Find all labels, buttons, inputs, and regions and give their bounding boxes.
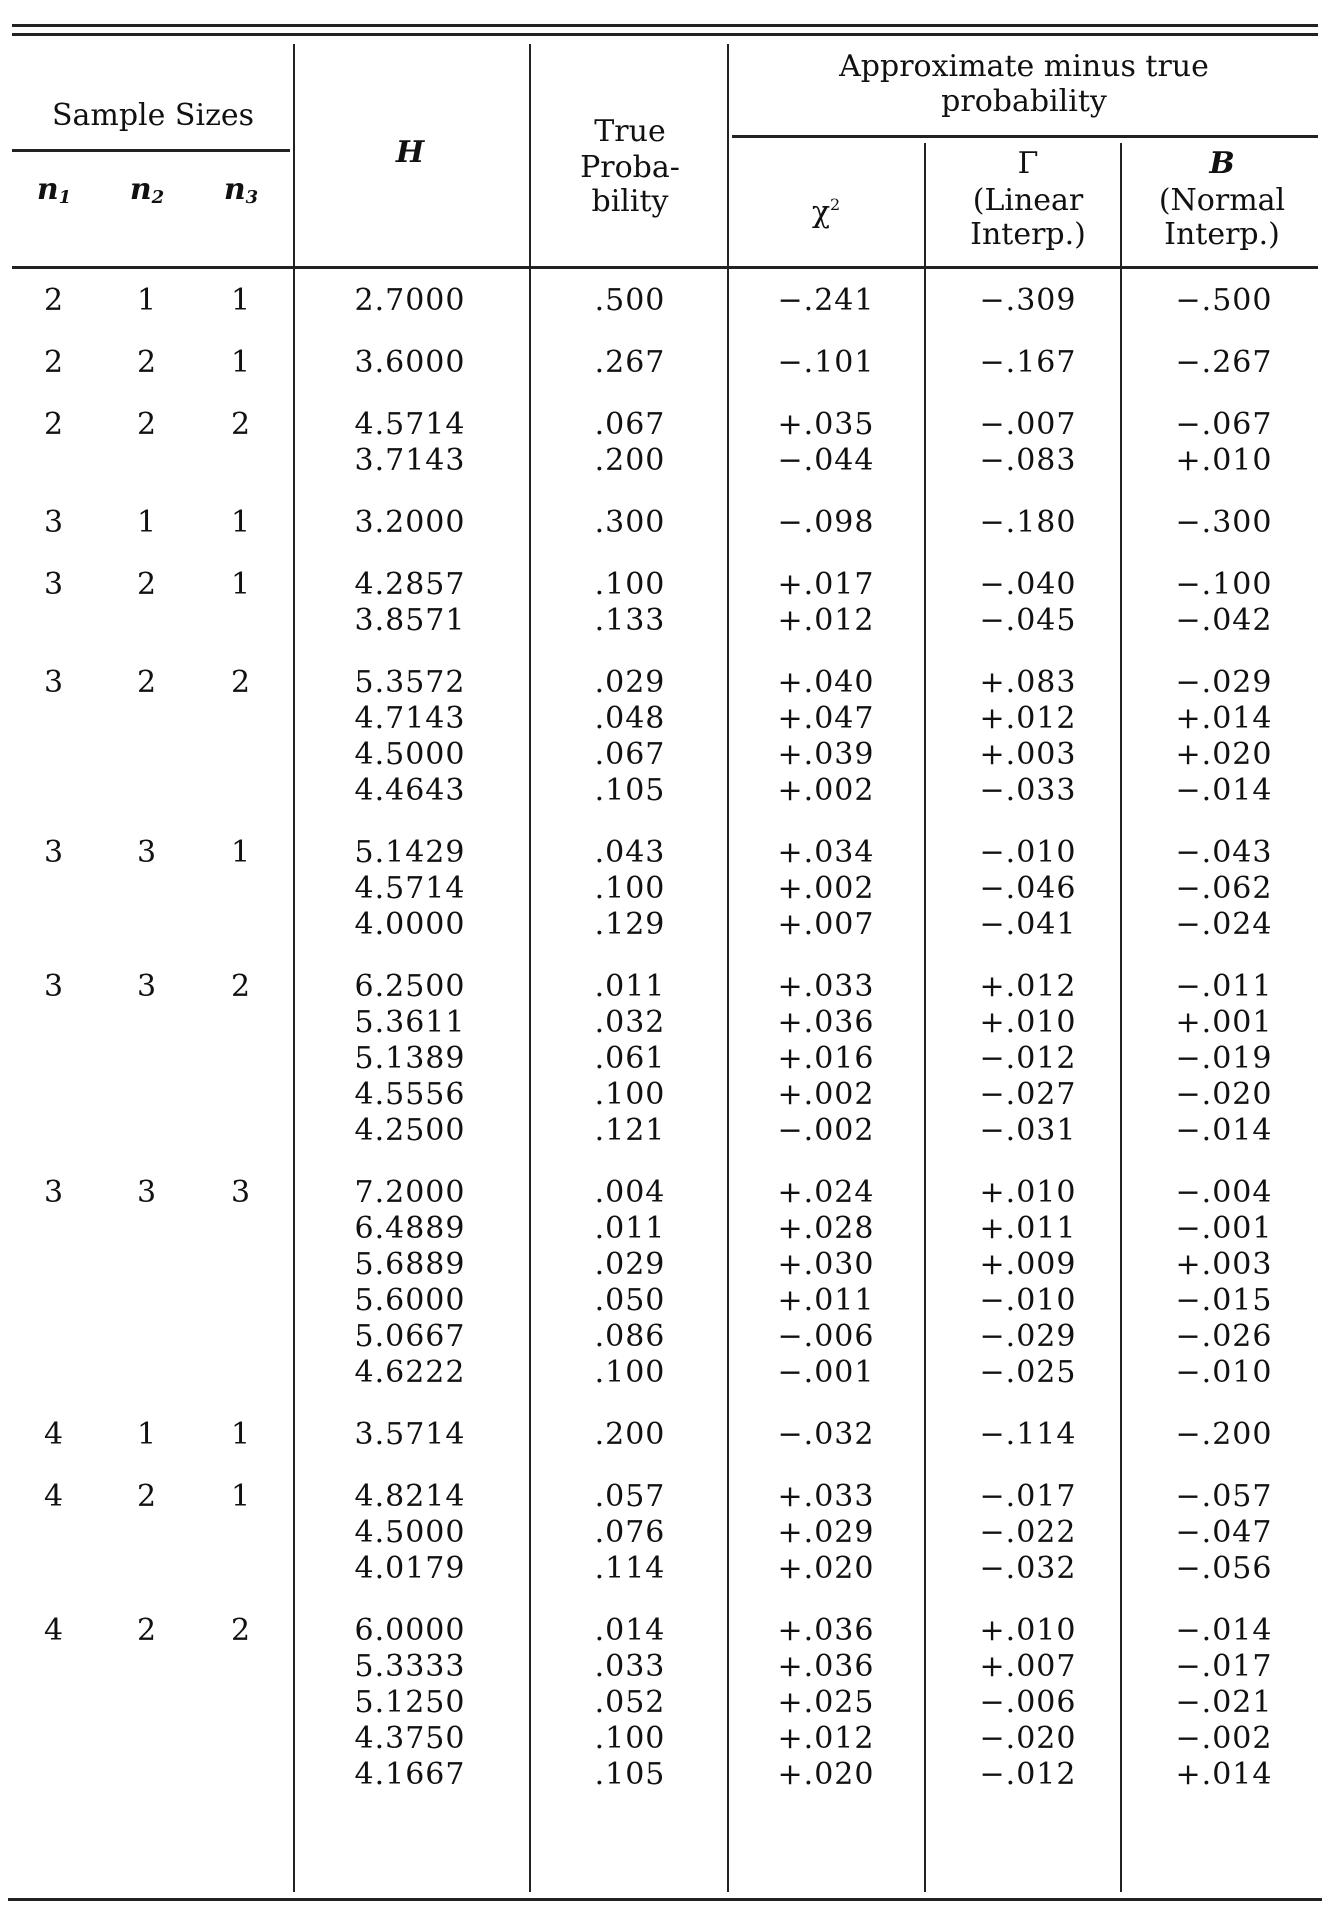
b-diff: −.057 xyxy=(1175,1479,1273,1514)
h-value: 4.5000 xyxy=(354,1515,466,1550)
bottom-rule xyxy=(8,1898,1322,1901)
b-diff: +.020 xyxy=(1175,737,1273,772)
chi2-diff: −.101 xyxy=(777,345,875,380)
h-value: 4.5556 xyxy=(354,1077,466,1112)
b-diff: −.015 xyxy=(1175,1283,1273,1318)
chi2-diff: +.020 xyxy=(777,1757,875,1792)
approx-header-line2: probability xyxy=(941,84,1107,119)
gamma-diff: +.011 xyxy=(979,1211,1077,1246)
h-value: 3.2000 xyxy=(354,505,466,540)
h-value: 5.1429 xyxy=(354,835,466,870)
true-probability: .004 xyxy=(594,1175,666,1210)
true-probability: .029 xyxy=(594,1247,666,1282)
n2-header xyxy=(130,173,164,215)
n2-subscript: 2 xyxy=(151,187,165,208)
gamma-header-line2: (Linear xyxy=(972,183,1084,218)
h-value: 3.7143 xyxy=(354,443,466,478)
gamma-diff: −.025 xyxy=(979,1355,1077,1390)
h-value: 7.2000 xyxy=(354,1175,466,1210)
h-value: 6.4889 xyxy=(354,1211,466,1246)
gamma-diff: −.032 xyxy=(979,1551,1077,1586)
true-probability: .067 xyxy=(594,407,666,442)
n3-header xyxy=(224,173,258,215)
b-diff: −.002 xyxy=(1175,1721,1273,1756)
true-probability: .032 xyxy=(594,1005,666,1040)
h-value: 5.6889 xyxy=(354,1247,466,1282)
column-divider xyxy=(1120,143,1122,1892)
h-value: 4.7143 xyxy=(354,701,466,736)
h-value: 5.3572 xyxy=(354,665,466,700)
h-value: 5.3333 xyxy=(354,1649,466,1684)
h-value: 4.5000 xyxy=(354,737,466,772)
gamma-diff: +.012 xyxy=(979,701,1077,736)
sample-size-n3: 1 xyxy=(230,1417,252,1452)
top-rule-2 xyxy=(12,33,1318,36)
true-probability: .100 xyxy=(594,1077,666,1112)
b-diff: +.010 xyxy=(1175,443,1273,478)
b-diff: −.267 xyxy=(1175,345,1273,380)
n1-header xyxy=(37,173,71,215)
gamma-diff: +.010 xyxy=(979,1613,1077,1648)
true-probability: .129 xyxy=(594,907,666,942)
true-probability: .014 xyxy=(594,1613,666,1648)
h-value: 5.0667 xyxy=(354,1319,466,1354)
column-divider xyxy=(727,44,729,1892)
h-value: 4.6222 xyxy=(354,1355,466,1390)
true-probability: .100 xyxy=(594,1721,666,1756)
chi2-diff: +.036 xyxy=(777,1613,875,1648)
h-value: 3.5714 xyxy=(354,1417,466,1452)
gamma-diff: −.031 xyxy=(979,1113,1077,1148)
sample-size-n2: 2 xyxy=(136,665,158,700)
chi2-diff: +.047 xyxy=(777,701,875,736)
chi2-diff: +.033 xyxy=(777,969,875,1004)
h-value: 4.1667 xyxy=(354,1757,466,1792)
top-rule-1 xyxy=(12,24,1318,27)
chi2-diff: +.012 xyxy=(777,1721,875,1756)
true-probability: .076 xyxy=(594,1515,666,1550)
true-probability: .011 xyxy=(594,1211,666,1246)
gamma-diff: +.012 xyxy=(979,969,1077,1004)
sample-size-n1: 3 xyxy=(43,1175,65,1210)
gamma-diff: −.180 xyxy=(979,505,1077,540)
b-diff: −.026 xyxy=(1175,1319,1273,1354)
gamma-diff: −.045 xyxy=(979,603,1077,638)
chi2-diff: +.002 xyxy=(777,773,875,808)
true-probability: .086 xyxy=(594,1319,666,1354)
sample-size-n1: 2 xyxy=(43,283,65,318)
chi-superscript: 2 xyxy=(830,195,841,214)
chi-symbol: χ xyxy=(811,195,830,230)
h-value: 4.2857 xyxy=(354,567,466,602)
approx-header-line1: Approximate minus true xyxy=(839,49,1209,84)
sample-size-n1: 4 xyxy=(43,1479,65,1514)
b-diff: −.500 xyxy=(1175,283,1273,318)
h-value: 4.8214 xyxy=(354,1479,466,1514)
gamma-diff: −.114 xyxy=(979,1417,1077,1452)
sample-size-n2: 1 xyxy=(136,505,158,540)
sample-size-n3: 1 xyxy=(230,505,252,540)
h-header: H xyxy=(395,135,425,170)
chi2-diff: +.002 xyxy=(777,871,875,906)
gamma-diff: −.033 xyxy=(979,773,1077,808)
b-diff: −.010 xyxy=(1175,1355,1273,1390)
b-header-line3: Interp.) xyxy=(1164,217,1280,252)
sample-size-n3: 2 xyxy=(230,1613,252,1648)
h-value: 5.6000 xyxy=(354,1283,466,1318)
true-probability: .114 xyxy=(594,1551,666,1586)
gamma-diff: −.046 xyxy=(979,871,1077,906)
chi2-diff: −.006 xyxy=(777,1319,875,1354)
n1-subscript: 1 xyxy=(58,187,72,208)
chi2-diff: +.012 xyxy=(777,603,875,638)
n1-symbol: n xyxy=(36,172,59,207)
sample-size-n3: 1 xyxy=(230,835,252,870)
b-diff: −.014 xyxy=(1175,773,1273,808)
gamma-diff: −.040 xyxy=(979,567,1077,602)
true-probability: .052 xyxy=(594,1685,666,1720)
sample-size-n2: 2 xyxy=(136,1479,158,1514)
chi2-diff: −.241 xyxy=(777,283,875,318)
b-diff: −.019 xyxy=(1175,1041,1273,1076)
sample-size-n3: 1 xyxy=(230,567,252,602)
gamma-diff: −.022 xyxy=(979,1515,1077,1550)
gamma-diff: +.007 xyxy=(979,1649,1077,1684)
b-diff: +.001 xyxy=(1175,1005,1273,1040)
gamma-diff: −.012 xyxy=(979,1041,1077,1076)
chi2-diff: −.044 xyxy=(777,443,875,478)
gamma-diff: −.010 xyxy=(979,835,1077,870)
gamma-header-line3: Interp.) xyxy=(970,217,1086,252)
sample-size-n1: 3 xyxy=(43,567,65,602)
gamma-header-symbol: Γ xyxy=(1017,146,1039,181)
b-diff: −.014 xyxy=(1175,1613,1273,1648)
gamma-diff: −.006 xyxy=(979,1685,1077,1720)
h-value: 4.0179 xyxy=(354,1551,466,1586)
sample-sizes-rule xyxy=(12,149,290,152)
chi2-diff: +.025 xyxy=(777,1685,875,1720)
h-value: 5.1250 xyxy=(354,1685,466,1720)
gamma-diff: +.010 xyxy=(979,1175,1077,1210)
chi2-diff: +.011 xyxy=(777,1283,875,1318)
sample-size-n1: 2 xyxy=(43,345,65,380)
chi2-diff: +.040 xyxy=(777,665,875,700)
sample-size-n2: 3 xyxy=(136,1175,158,1210)
gamma-diff: +.009 xyxy=(979,1247,1077,1282)
b-diff: +.014 xyxy=(1175,1757,1273,1792)
sample-size-n3: 2 xyxy=(230,407,252,442)
chi2-diff: +.016 xyxy=(777,1041,875,1076)
h-value: 4.5714 xyxy=(354,871,466,906)
b-diff: −.014 xyxy=(1175,1113,1273,1148)
b-diff: −.043 xyxy=(1175,835,1273,870)
sample-size-n2: 1 xyxy=(136,1417,158,1452)
h-value: 4.0000 xyxy=(354,907,466,942)
h-value: 6.2500 xyxy=(354,969,466,1004)
true-probability: .200 xyxy=(594,443,666,478)
sample-size-n1: 3 xyxy=(43,969,65,1004)
chi2-diff: +.028 xyxy=(777,1211,875,1246)
chi2-diff: −.001 xyxy=(777,1355,875,1390)
b-diff: −.029 xyxy=(1175,665,1273,700)
sample-size-n2: 3 xyxy=(136,835,158,870)
h-value: 4.3750 xyxy=(354,1721,466,1756)
n3-subscript: 3 xyxy=(245,187,259,208)
chi2-diff: +.030 xyxy=(777,1247,875,1282)
true-probability: .043 xyxy=(594,835,666,870)
true-probability: .100 xyxy=(594,871,666,906)
gamma-diff: +.003 xyxy=(979,737,1077,772)
b-diff: −.047 xyxy=(1175,1515,1273,1550)
sample-size-n1: 4 xyxy=(43,1417,65,1452)
b-diff: −.020 xyxy=(1175,1077,1273,1112)
gamma-diff: −.007 xyxy=(979,407,1077,442)
b-diff: −.067 xyxy=(1175,407,1273,442)
sample-size-n2: 2 xyxy=(136,345,158,380)
b-diff: −.017 xyxy=(1175,1649,1273,1684)
b-diff: −.062 xyxy=(1175,871,1273,906)
true-probability: .500 xyxy=(594,283,666,318)
true-prob-header-line2: Proba- xyxy=(580,150,680,185)
gamma-diff: −.027 xyxy=(979,1077,1077,1112)
sample-size-n2: 1 xyxy=(136,283,158,318)
n2-symbol: n xyxy=(129,172,152,207)
sample-size-n1: 2 xyxy=(43,407,65,442)
column-divider xyxy=(293,44,295,1892)
b-diff: +.014 xyxy=(1175,701,1273,736)
chi2-diff: −.098 xyxy=(777,505,875,540)
chi2-diff: −.002 xyxy=(777,1113,875,1148)
gamma-diff: −.012 xyxy=(979,1757,1077,1792)
chi2-diff: +.036 xyxy=(777,1005,875,1040)
sample-size-n3: 1 xyxy=(230,345,252,380)
h-value: 3.6000 xyxy=(354,345,466,380)
gamma-diff: −.167 xyxy=(979,345,1077,380)
gamma-diff: −.309 xyxy=(979,283,1077,318)
sample-size-n2: 2 xyxy=(136,1613,158,1648)
h-value: 4.5714 xyxy=(354,407,466,442)
sample-size-n3: 2 xyxy=(230,969,252,1004)
true-prob-header-line1: True xyxy=(594,114,666,149)
b-diff: −.300 xyxy=(1175,505,1273,540)
b-diff: −.042 xyxy=(1175,603,1273,638)
b-diff: −.024 xyxy=(1175,907,1273,942)
true-probability: .105 xyxy=(594,773,666,808)
chi2-diff: +.035 xyxy=(777,407,875,442)
approx-rule xyxy=(732,135,1318,138)
b-diff: +.003 xyxy=(1175,1247,1273,1282)
chi2-diff: −.032 xyxy=(777,1417,875,1452)
true-probability: .300 xyxy=(594,505,666,540)
b-diff: −.021 xyxy=(1175,1685,1273,1720)
b-header-line2: (Normal xyxy=(1158,183,1286,218)
h-value: 3.8571 xyxy=(354,603,466,638)
chi2-diff: +.007 xyxy=(777,907,875,942)
true-probability: .267 xyxy=(594,345,666,380)
true-probability: .061 xyxy=(594,1041,666,1076)
true-probability: .033 xyxy=(594,1649,666,1684)
chi2-diff: +.033 xyxy=(777,1479,875,1514)
b-diff: −.004 xyxy=(1175,1175,1273,1210)
sample-size-n3: 2 xyxy=(230,665,252,700)
chi2-diff: +.039 xyxy=(777,737,875,772)
true-probability: .057 xyxy=(594,1479,666,1514)
gamma-diff: −.029 xyxy=(979,1319,1077,1354)
sample-size-n2: 3 xyxy=(136,969,158,1004)
b-diff: −.001 xyxy=(1175,1211,1273,1246)
b-diff: −.100 xyxy=(1175,567,1273,602)
h-value: 4.4643 xyxy=(354,773,466,808)
true-probability: .100 xyxy=(594,567,666,602)
b-diff: −.056 xyxy=(1175,1551,1273,1586)
gamma-diff: −.083 xyxy=(979,443,1077,478)
true-probability: .029 xyxy=(594,665,666,700)
sample-size-n1: 3 xyxy=(43,835,65,870)
gamma-diff: +.010 xyxy=(979,1005,1077,1040)
true-probability: .050 xyxy=(594,1283,666,1318)
true-probability: .133 xyxy=(594,603,666,638)
gamma-diff: −.041 xyxy=(979,907,1077,942)
chi2-diff: +.020 xyxy=(777,1551,875,1586)
sample-size-n3: 1 xyxy=(230,1479,252,1514)
true-probability: .067 xyxy=(594,737,666,772)
n3-symbol: n xyxy=(223,172,246,207)
true-probability: .105 xyxy=(594,1757,666,1792)
gamma-diff: −.017 xyxy=(979,1479,1077,1514)
b-diff: −.200 xyxy=(1175,1417,1273,1452)
chi2-diff: +.017 xyxy=(777,567,875,602)
b-header-symbol: B xyxy=(1209,146,1235,181)
true-probability: .100 xyxy=(594,1355,666,1390)
sample-size-n1: 3 xyxy=(43,505,65,540)
h-value: 4.2500 xyxy=(354,1113,466,1148)
gamma-diff: +.083 xyxy=(979,665,1077,700)
true-probability: .121 xyxy=(594,1113,666,1148)
column-divider xyxy=(529,44,531,1892)
h-value: 6.0000 xyxy=(354,1613,466,1648)
header-bottom-rule xyxy=(12,266,1318,269)
gamma-diff: −.020 xyxy=(979,1721,1077,1756)
chi2-diff: +.034 xyxy=(777,835,875,870)
h-value: 5.1389 xyxy=(354,1041,466,1076)
sample-size-n1: 4 xyxy=(43,1613,65,1648)
sample-size-n1: 3 xyxy=(43,665,65,700)
h-value: 5.3611 xyxy=(354,1005,466,1040)
column-divider xyxy=(924,143,926,1892)
chi2-diff: +.029 xyxy=(777,1515,875,1550)
true-probability: .011 xyxy=(594,969,666,1004)
true-probability: .048 xyxy=(594,701,666,736)
sample-size-n2: 2 xyxy=(136,567,158,602)
sample-sizes-header: Sample Sizes xyxy=(51,98,255,133)
gamma-diff: −.010 xyxy=(979,1283,1077,1318)
sample-size-n3: 3 xyxy=(230,1175,252,1210)
chi2-diff: +.002 xyxy=(777,1077,875,1112)
h-value: 2.7000 xyxy=(354,283,466,318)
sample-size-n3: 1 xyxy=(230,283,252,318)
chi2-diff: +.024 xyxy=(777,1175,875,1210)
b-diff: −.011 xyxy=(1175,969,1273,1004)
chi2-header xyxy=(812,188,840,230)
sample-size-n2: 2 xyxy=(136,407,158,442)
true-prob-header-line3: bility xyxy=(591,184,669,219)
chi2-diff: +.036 xyxy=(777,1649,875,1684)
true-probability: .200 xyxy=(594,1417,666,1452)
